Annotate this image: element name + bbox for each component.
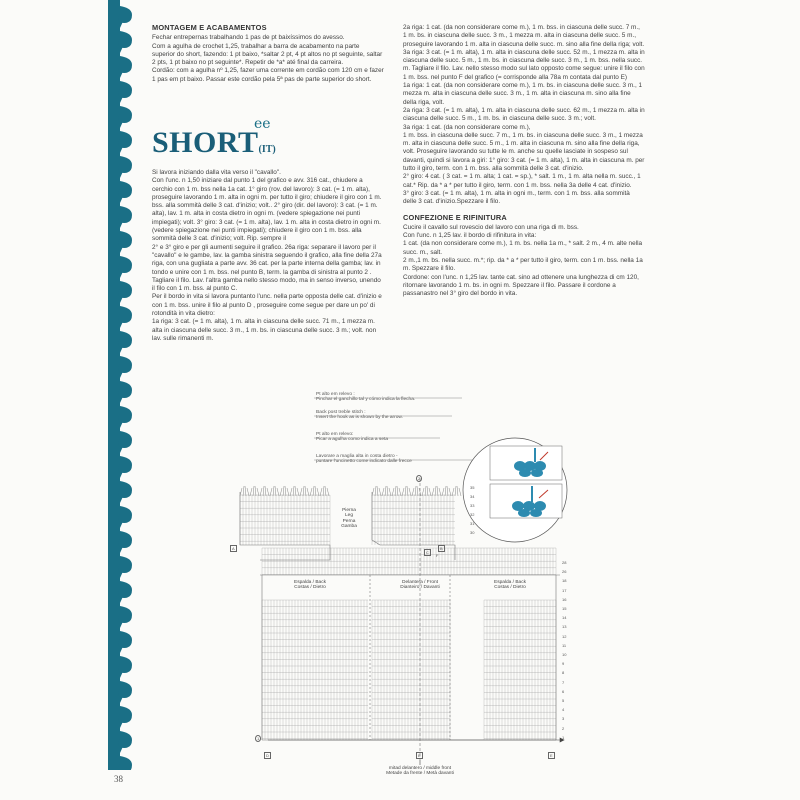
paragraph: Cordone: con l'unc. n 1,25 lav. tante cat. sino ad ottenere una lunghezza di cm 120, ritornare lavorando 1 m. bs. in ogni m. Spezzare il filo. Passare il cordone a passanastro nel 3° giro del bordo in vita.: [403, 273, 639, 298]
paragraph: Per il bordo in vita si lavora puntanto l'unc. nella parte opposta delle cat. d'inizio e con 1 m. bss. unire il filo al punto D , proseguire come segue per dare un po' di rotondità in vita dietro:: [152, 293, 382, 318]
title-language: (IT): [258, 144, 276, 155]
row-number: 11: [562, 642, 567, 648]
paragraph: 1a riga: 1 cat. (da non considerare come m.), 1 m. bs. in ciascuna delle succ. 3 m., 1 mezza m. alta in ciascuna delle succ. 3 m., 1 m. alta in ciascuna m. sino alla fine della riga, volt.: [403, 82, 643, 106]
stitch-detail-bottom: [490, 484, 562, 518]
row-number: 17: [562, 587, 567, 593]
row-number: 3: [562, 716, 565, 722]
paragraph: 2a riga: 1 cat. (da non considerare come m.), 1 m. bss. in ciascuna delle succ. 7 m., 1 m. bs. in ciascuna delle succ. 3 m., 1 mezza m. alta in ciascuna delle succ. 5 m., proseguire lavorando 1 m. alta in ciascuna delle succ. m. sino alla fine della riga; volt.: [403, 24, 645, 48]
paragraph: 3a riga: 1 cat. (da non considerare come m.),: [403, 123, 531, 131]
paragraph: 1 cat. (da non considerare come m.), 1 m. bs. nella 1a m., * salt. 2 m., 4 m. alte nella succ. m., salt.: [403, 240, 643, 256]
row-number: 34: [470, 494, 475, 499]
legend-it: Lavorare a maglia alta in costa dietro - puntare l'uncinetto come indicato dalle frecce: [316, 454, 412, 465]
row-number: 8: [562, 670, 565, 676]
row-number: 15: [562, 606, 567, 611]
point-1: 1: [257, 736, 260, 741]
title-text: SHORT: [152, 126, 259, 159]
paragraph: Com a agulha de crochet 1,25, trabalhar a barra de acabamento na parte superior do short, fazendo: 1 pt baixo, *saltar 2 pt, 4 pt altos no pt seguinte, saltar 2 pts, 1 pt baixo no pt seguinte*. Repetir de *a* até final da carreira.: [152, 42, 383, 67]
row-number: 4: [562, 707, 565, 713]
page-number: 38: [114, 774, 123, 784]
row-number: 30: [470, 530, 475, 535]
paragraph: 2° e 3° giro e per gli aumenti seguire il grafico. 26a riga: separare il lavoro per il "cavallo" e le gambe, lav. la gamba sinistra seguendo il grafico, alla fine della 27a riga, con una gugliata a parte avv. 36 cat. per la parte interna della gamba; lav. in tondo e unire con 1 m. bss. nel punto B, term. la gamba di sinistra al punto 2 . Tagliare il filo. Lav. l'altra gamba nello stesso modo, ma in senso inverso, unendo il filo con 1 m. bss. al punto C.: [152, 243, 382, 293]
row-number: 33: [470, 503, 475, 508]
row-number: 2: [562, 725, 565, 731]
row-number: 10: [562, 652, 567, 657]
row-number: 7: [562, 679, 565, 685]
paragraph: Cordão: com a agulha nº 1,25, fazer uma corrente em cordão com 120 cm e fazer 1 pas em pt baixo. Passar este cordão pela 5ª pas de parte superior do short.: [152, 67, 384, 83]
point-e: E: [418, 753, 421, 758]
paragraph: 3° giro: 3 cat. (= 1 m. alta), 1 m. alta in ogni m., term. con 1 m. bss. alla sommità delle 3 cat. d'inizio.Spezzare il filo.: [403, 189, 630, 206]
row-number: 26: [562, 569, 567, 575]
row-number: 31: [470, 521, 475, 526]
legend-es: Pt alto em relevo : Pinchar el ganchillo tal y cómo indica la flecha.: [316, 392, 416, 403]
row-number: 1: [562, 734, 565, 740]
section-title-confezione: CONFEZIONE E RIFINITURA: [403, 212, 507, 222]
point-a: A: [232, 546, 235, 551]
point-b: B: [440, 546, 443, 551]
paragraph: Con l'unc. n 1,25 lav. il bordo di rifinitura in vita:: [403, 232, 537, 240]
row-number: 32: [470, 512, 475, 517]
stitch-detail-top: [490, 446, 562, 480]
middle-front-label: mitad delantero / middle front Metade da frente / Metà davanti: [386, 766, 454, 777]
section-title-montagem: MONTAGEM E ACABAMENTOS: [152, 23, 267, 32]
paragraph: Fechar entrepernas trabalhando 1 pas de pt baixíssimos do avesso.: [152, 34, 345, 42]
row-number: 5: [562, 698, 565, 703]
row-number: 35: [470, 485, 475, 490]
paragraph: 2a riga: 3 cat. (= 1 m. alta), 1 m. alta in ciascuna delle succ. 62 m., 1 mezza m. alta in ciascuna delle succ. 5 m., 1 m. bs. in ciascuna delle succ. 3 m.; volt.: [403, 106, 645, 123]
front-label: Delantera / Front Dianteiro / Davanti: [400, 580, 440, 591]
row-number: 28: [562, 560, 567, 565]
point-e-right: E: [550, 753, 553, 758]
paragraph: 1 m. bss. in ciascuna delle succ. 7 m., 1 m. bs. in ciascuna delle succ. 3 m., 1 mezza m. alta in ciascuna delle succ. 5 m., 1 m. alta in ciascuna m. sino alla fine della riga, volt. Proseguire lavorando su tutte le m. anche su quelle lasciate in sospeso sul davanti, quindi si lavora a giri: 1° giro: 3 cat. (= 1 m. alta), 1 m. alta in ciascuna m. per tutto il giro, term. con 1 m. bss. alla sommità delle 3 cat. d'inizio.: [403, 131, 645, 173]
paragraph: 2 m.,1 m. bs. nella succ. m.*; rip. da * a * per tutto il giro, term. con 1 m. bss. nella 1a m. Spezzare il filo.: [403, 257, 643, 273]
row-number: 13: [562, 624, 567, 630]
title-decoration: ee: [254, 116, 271, 132]
legend-pt: Pt alto em relevo: Picar a agulha como indica a seta: [316, 432, 388, 443]
point-2: 2: [418, 476, 421, 481]
back-left-label: Espalda / Back Costas / Dietro: [294, 580, 326, 591]
paragraph: 1a riga: 3 cat. (= 1 m. alta), 1 m. alta in ciascuna delle succ. 71 m., 1 mezza m. alta in ciascuna delle succ. 3 m., 1 m. bs. in ciascuna delle succ. 3 m.; volt. non lav. sulle rimanenti m.: [152, 318, 377, 342]
row-number: 16: [562, 596, 567, 602]
paragraph: Con l'unc. n 1,50 iniziare dal punto 1 del grafico e avv. 316 cat., chiudere a cerchio con 1 m. bss nella 1a cat. 1° giro (rov. del lavoro): 3 cat. (= 1 m. alta), proseguire lavorando 1 m. alta in ogni m. per tutto il giro; chiudere il giro con 1 m. bss. alla sommità delle 3 cat. d'inizio; volt.. 2° giro (dir. del lavoro): 3 cat. (= 1 m. alta), lav. 1 m. alta in costa dietro in ogni m. (vedere spiegazione nei punti impiegati); volt. 3° giro: 3 cat. (= 1 m. alta), lav. 1 m. alta in costa dietro in ogni m.(vedere spiegazione nei punti impiegati); chiudere il giro con 1 m. bss. alla sommità delle 3 cat. d'inizio; volt. Rip. sempre il: [152, 177, 382, 243]
row-number: 18: [562, 578, 567, 584]
legend-en: Back post treble stitch : Insert the hook as is shown by the arrow.: [316, 410, 403, 421]
paragraph: Si lavora iniziando dalla vita verso il "cavallo".: [152, 169, 281, 176]
point-f: F: [436, 553, 439, 558]
paragraph: Cucire il cavallo sul rovescio del lavoro con una riga di m. bss.: [403, 223, 579, 231]
point-d: D: [266, 753, 269, 758]
row-number: 9: [562, 661, 565, 667]
paragraph: 2° giro: 4 cat. ( 3 cat. = 1 m. alta; 1 cat. = sp.), * salt. 1 m., 1 m. alta nella m. succ., 1 cat.* Rip. da * a * per tutto il giro, term. con 1 m. bss. nella 3a delle 4 cat. d'inizio.: [403, 173, 641, 189]
paragraph: 3a riga: 3 cat. (= 1 m. alta), 1 m. alta in ciascuna delle succ. 52 m., 1 mezza m. alta in ciascuna delle succ. 5 m., 1 m. bs. in ciascuna delle succ. 3 m., 1 m. bss. nella succ. m. Tagliare il filo. Lav. nello stesso modo sul lato opposto come segue: unire il filo con 1 m. bss. nel punto F del grafico (= corrisponde alla 78a m contata dal punto E): [403, 48, 645, 81]
point-c: C: [426, 550, 429, 555]
back-right-label: Espalda / Back Costas / Dietro: [494, 580, 526, 591]
row-number: 14: [562, 615, 567, 621]
row-number: 6: [562, 688, 565, 694]
leg-label: Pierna Leg Perna Gamba: [341, 508, 357, 530]
row-number: 12: [562, 633, 567, 639]
